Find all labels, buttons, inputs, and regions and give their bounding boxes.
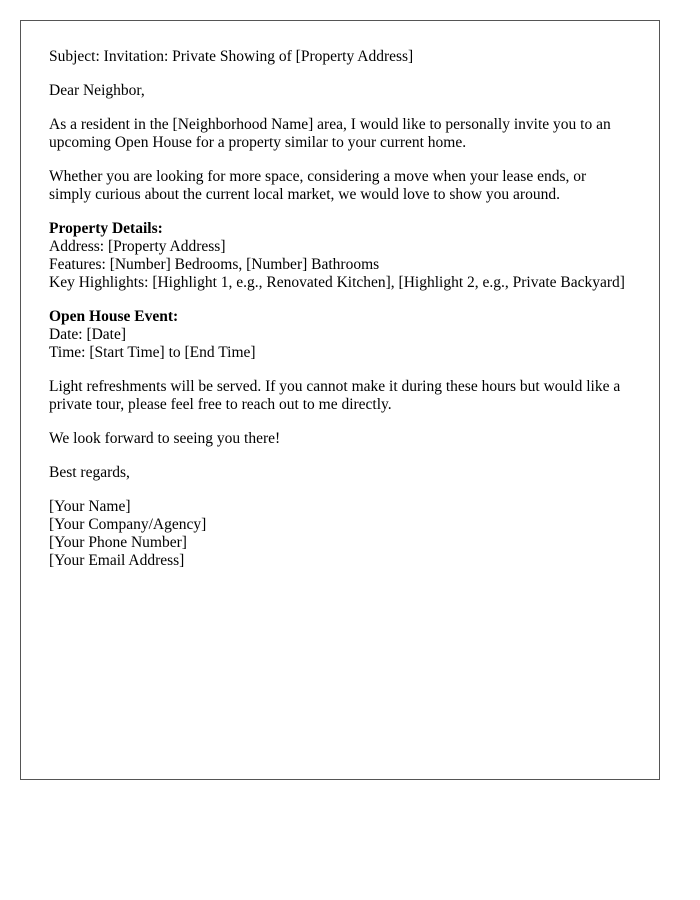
greeting: Dear Neighbor, <box>49 82 145 99</box>
refreshments-paragraph: Light refreshments will be served. If you cannot make it during these hours but would like a private tour, please feel free to reach out to me directly. <box>49 378 621 413</box>
signoff: Best regards, <box>49 464 130 481</box>
subject-line: Subject: Invitation: Private Showing of [Property Address] <box>49 48 414 65</box>
signature-phone: [Your Phone Number] <box>49 534 187 551</box>
signature-email: [Your Email Address] <box>49 552 185 569</box>
property-address: Address: [Property Address] <box>49 238 226 255</box>
property-features: Features: [Number] Bedrooms, [Number] Bathrooms <box>49 256 380 273</box>
closing-line: We look forward to seeing you there! <box>49 430 281 447</box>
intro-paragraph: As a resident in the [Neighborhood Name] area, I would like to personally invite you to an upcoming Open House for a property similar to your current home. <box>49 116 611 151</box>
letter-page <box>20 20 660 780</box>
motivation-paragraph: Whether you are looking for more space, considering a move when your lease ends, or simply curious about the current local market, we would love to show you around. <box>49 168 587 203</box>
property-details-heading: Property Details: <box>49 220 163 237</box>
event-date: Date: [Date] <box>49 326 127 343</box>
open-house-heading: Open House Event: <box>49 308 179 325</box>
signature-name: [Your Name] <box>49 498 131 515</box>
open-house-section <box>49 308 631 362</box>
property-details-section <box>49 220 631 292</box>
property-highlights: Key Highlights: [Highlight 1, e.g., Renovated Kitchen], [Highlight 2, e.g., Private Backyard] <box>49 274 625 291</box>
signature-block <box>49 498 631 570</box>
signature-company: [Your Company/Agency] <box>49 516 207 533</box>
event-time: Time: [Start Time] to [End Time] <box>49 344 256 361</box>
